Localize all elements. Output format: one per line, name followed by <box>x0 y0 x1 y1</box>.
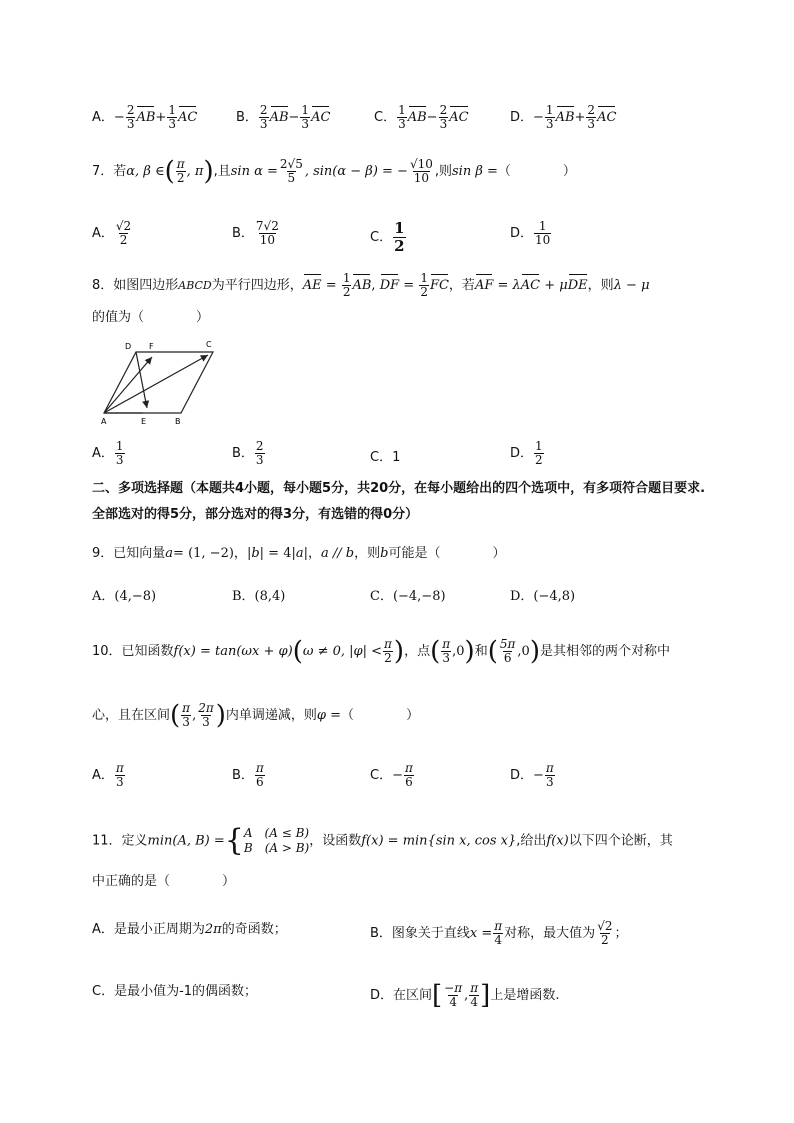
q11-option-d[interactable]: D．在区间[ $\frac{-\pi}{4}$ , $\frac{\pi}{4}$ ]上是增函数. <box>370 980 560 1011</box>
vector-ac: AC <box>597 108 616 128</box>
vector-ac: AC <box>449 108 468 128</box>
vector-ac: AC <box>178 108 197 128</box>
q9-option-a[interactable]: A．(4,−8) <box>92 589 157 604</box>
q8-option-b[interactable]: B． $\frac{2}{3}$ <box>232 439 264 467</box>
question-7-stem: 7．若α, β ∈( $\frac{\pi}{2}$ , π),且sin α = $\frac{2√5}{5}$ , sin(α − β) = − $\frac{√10}{10}$ ,则sin β =（ ） <box>92 156 576 187</box>
q7-option-c[interactable]: C． $\frac{1}{2}$ <box>370 219 405 255</box>
question-11-stem: 11．定义min(A, B) ={ A (A ≤ B) B (A > B) ，设函数f(x) = min{sin x, cos x},给出f(x)以下四个论断，其 <box>92 823 673 858</box>
q10-option-d[interactable]: D．− $\frac{\pi}{3}$ <box>510 761 554 789</box>
vector-ab: AB <box>408 108 427 128</box>
q7-option-d[interactable]: D． $\frac{1}{10}$ <box>510 219 551 247</box>
label-c: C <box>206 340 212 349</box>
vector-ac: AC <box>311 108 330 128</box>
vector-ab: AB <box>270 108 289 128</box>
parallelogram-figure <box>96 338 226 428</box>
q6-option-c[interactable]: C． $\frac{1}{3}$ AB− $\frac{2}{3}$ AC <box>374 103 469 131</box>
question-11-stem-line2: 中正确的是（ ） <box>92 874 236 889</box>
q11-option-c[interactable]: C．是最小值为-1的偶函数； <box>92 984 258 999</box>
question-10-stem-line2: 心，且在区间( $\frac{\pi}{3}$ , $\frac{2\pi}{3}$ )内单调递减，则φ =（ ） <box>92 700 420 731</box>
label-d: D <box>125 342 132 351</box>
q10-option-c[interactable]: C．− $\frac{\pi}{6}$ <box>370 761 413 789</box>
q11-option-a[interactable]: A．是最小正周期为2π的奇函数； <box>92 922 287 937</box>
q9-option-d[interactable]: D．(−4,8) <box>510 589 576 604</box>
question-9-stem: 9．已知向量a= (1, −2)，|b| = 4|a|，a // b，则b可能是（ ） <box>92 546 506 561</box>
question-10-stem: 10．已知函数f(x) = tan(ωx + φ)(ω ≠ 0, |φ| < $\frac{\pi}{2}$ )，点( $\frac{\pi}{3}$ ,0)和( $\frac{5\pi}{6}$ ,0)是其相邻的两个对称中 <box>92 636 670 667</box>
q8-option-d[interactable]: D． $\frac{1}{2}$ <box>510 439 543 467</box>
label-f: F <box>149 342 154 351</box>
vector-de <box>136 352 147 408</box>
q7-option-a[interactable]: A． $\frac{√2}{2}$ <box>92 219 132 247</box>
question-8-stem-line2: 的值为（ ） <box>92 310 210 325</box>
q11-option-b[interactable]: B．图象关于直线x = $\frac{\pi}{4}$ 对称，最大值为 $\frac{√2}{2}$ ； <box>370 919 628 947</box>
q10-option-a[interactable]: A． $\frac{\pi}{3}$ <box>92 761 124 789</box>
label-e: E <box>141 417 147 426</box>
label-b: B <box>175 417 181 426</box>
section-2-heading: 二、多项选择题（本题共4小题，每小题5分，共20分，在每小题给出的四个选项中，有多项符合题目要求.全部选对的得5分，部分选对的得3分，有选错的得0分） <box>92 481 706 522</box>
q9-option-b[interactable]: B．(8,4) <box>232 589 286 604</box>
question-8-stem: 8．如图四边形ABCD为平行四边形，AE = $\frac{1}{2}$ AB, DF = $\frac{1}{2}$ FC，若AF = λAC + μDE，则λ − μ <box>92 271 650 299</box>
vector-ab: AB <box>136 108 155 128</box>
q9-option-c[interactable]: C．(−4,−8) <box>370 589 446 604</box>
q6-option-d[interactable]: D．− $\frac{1}{3}$ AB+ $\frac{2}{3}$ AC <box>510 103 617 131</box>
q10-option-b[interactable]: B． $\frac{\pi}{6}$ <box>232 761 264 789</box>
vector-ab: AB <box>556 108 575 128</box>
label-a: A <box>101 417 107 426</box>
q8-option-c[interactable]: C．1 <box>370 450 401 465</box>
vector-af <box>104 357 152 413</box>
q8-option-a[interactable]: A． $\frac{1}{3}$ <box>92 439 124 467</box>
q7-option-b[interactable]: B． $\frac{7√2}{10}$ <box>232 219 279 247</box>
q6-option-a[interactable]: A．− $\frac{2}{3}$ AB+ $\frac{1}{3}$ AC <box>92 103 198 131</box>
q6-option-b[interactable]: B． $\frac{2}{3}$ AB− $\frac{1}{3}$ AC <box>236 103 331 131</box>
